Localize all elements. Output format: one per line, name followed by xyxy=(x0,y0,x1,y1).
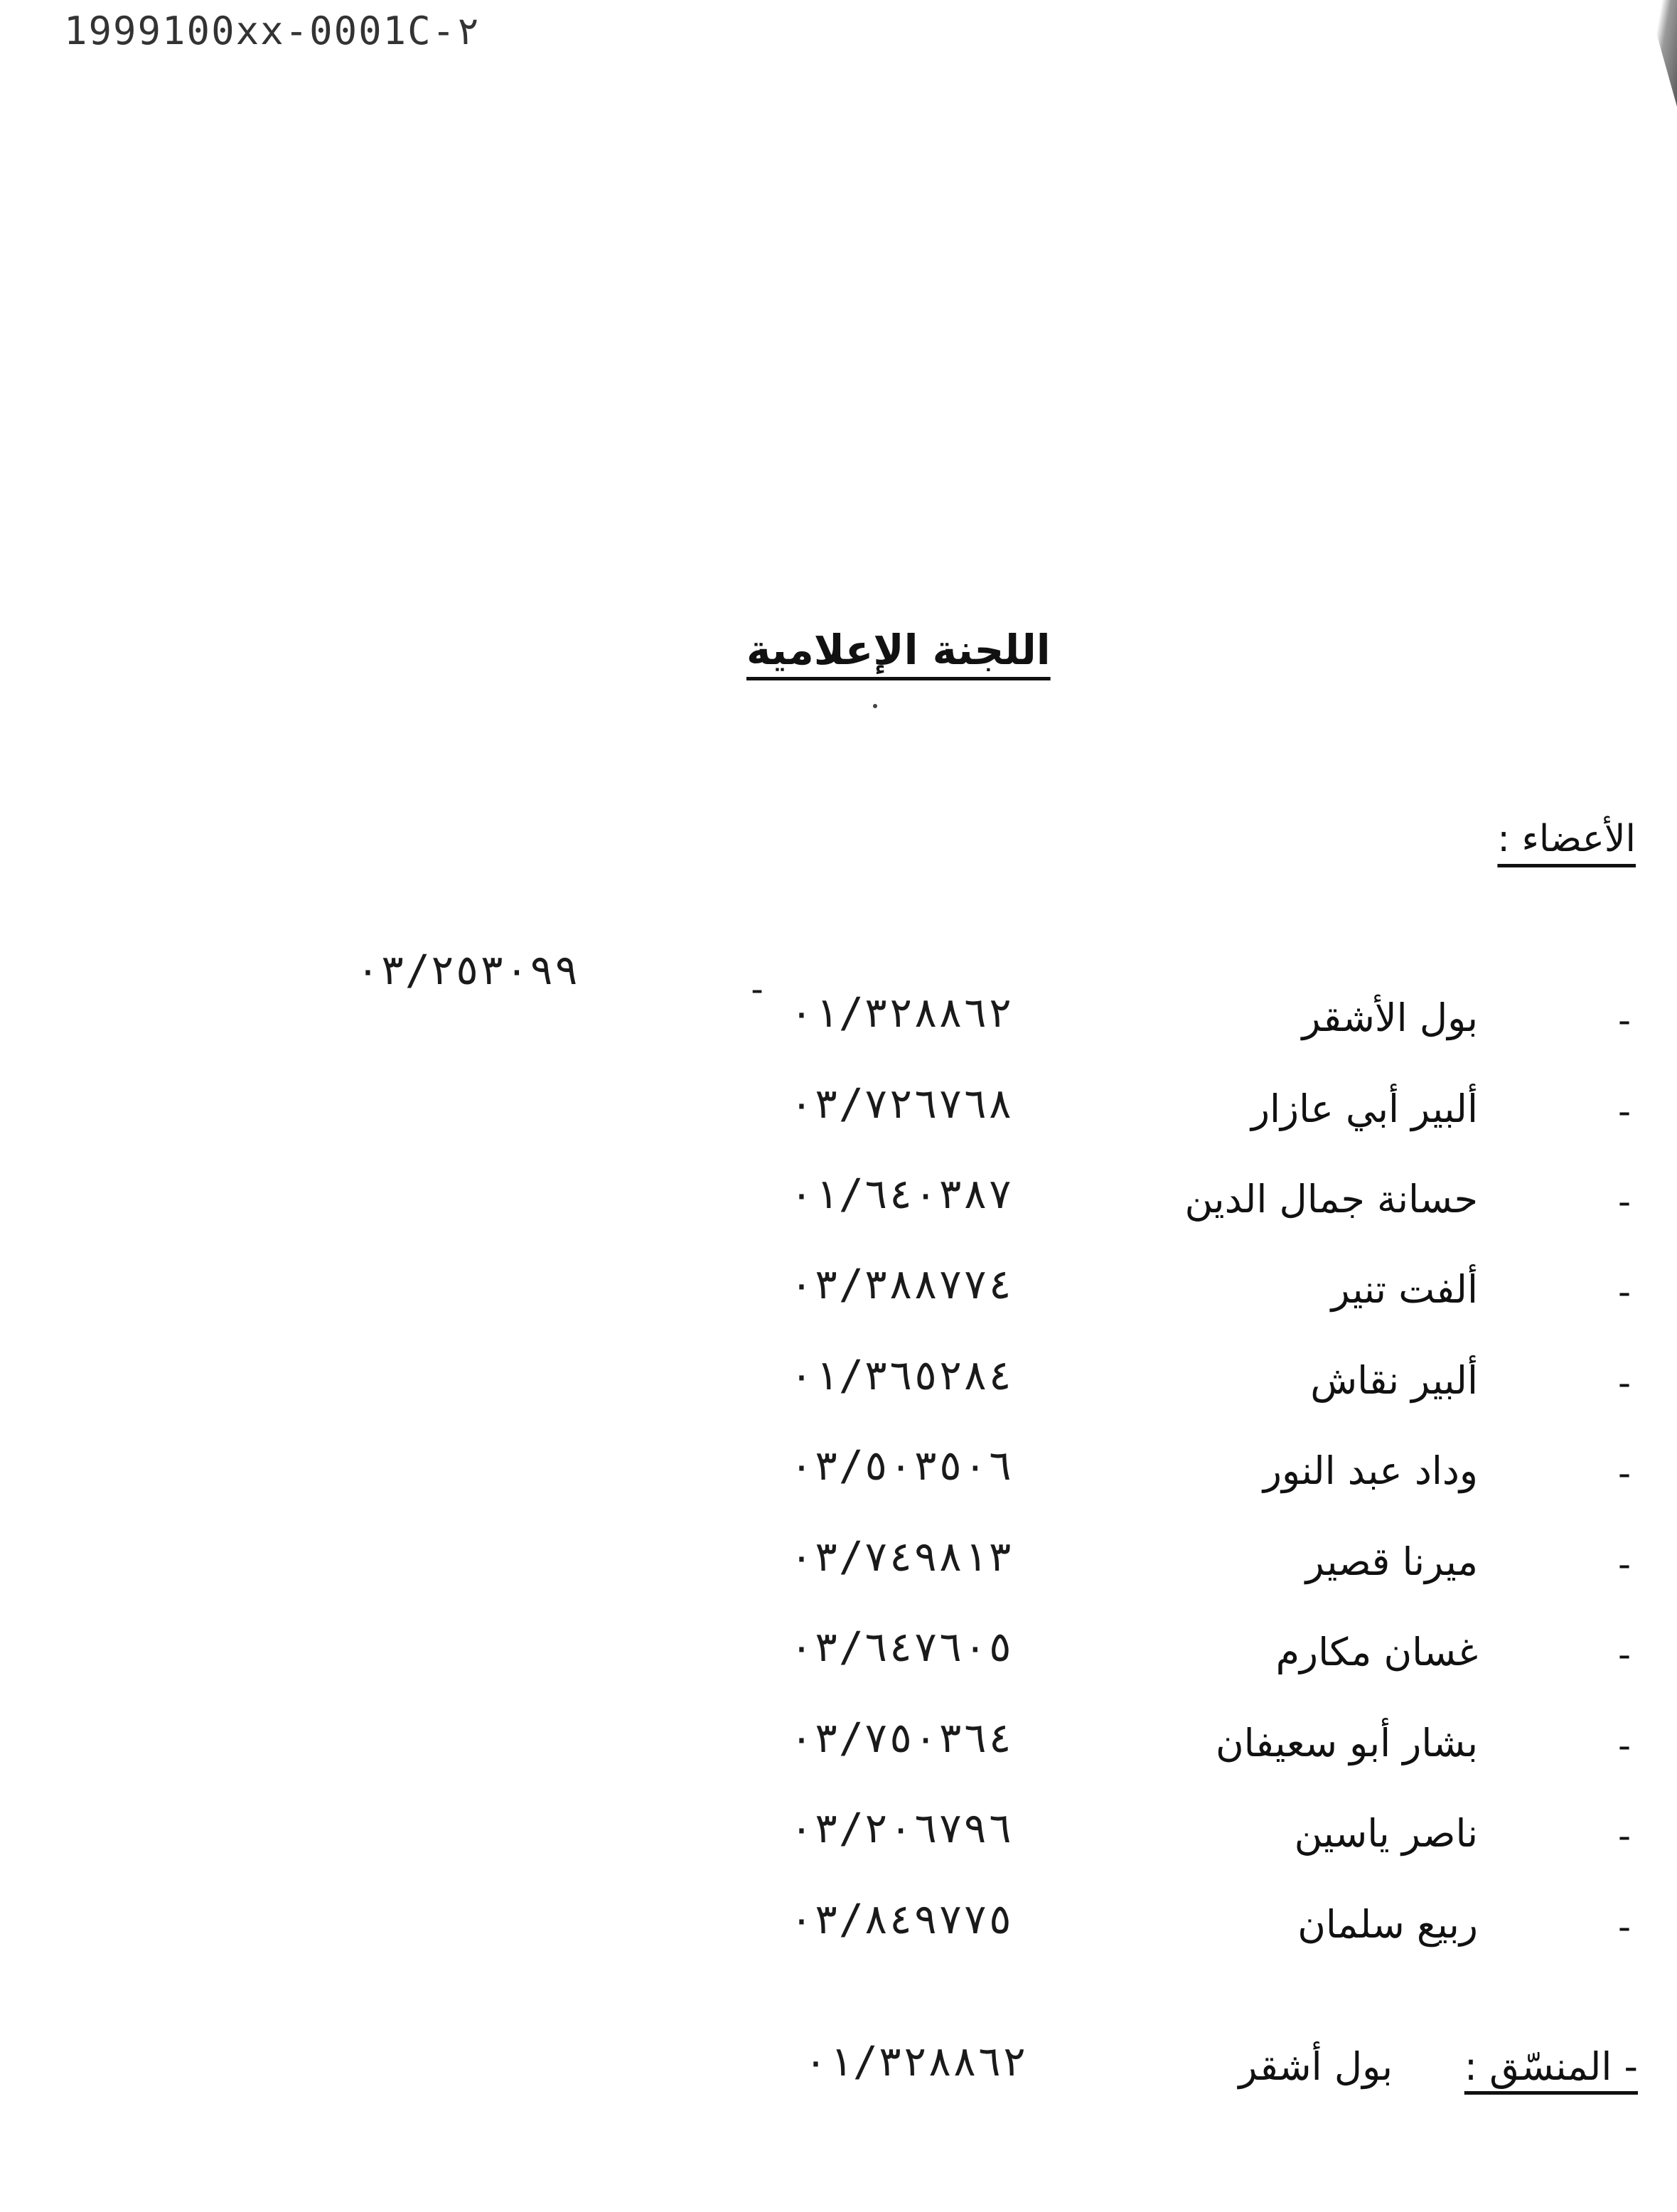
member-phone: ٠٣/٧٥٠٣٦٤ xyxy=(789,1714,1013,1762)
ink-speck xyxy=(873,704,877,708)
member-name: ربيع سلمان xyxy=(1297,1902,1478,1947)
list-dash: - xyxy=(1617,1906,1631,1947)
extra-dash: - xyxy=(746,968,768,1010)
member-phone: ٠٣/٣٨٨٧٧٤ xyxy=(789,1260,1013,1308)
member-name: وداد عبد النور xyxy=(1263,1448,1478,1493)
list-dash: - xyxy=(1617,1091,1631,1132)
member-phone: ٠٣/٢٠٦٧٩٦ xyxy=(789,1804,1013,1852)
member-phone: ٠٣/٦٤٧٦٠٥ xyxy=(789,1623,1013,1671)
coordinator-phone: ٠١/٣٢٨٨٦٢ xyxy=(803,2037,1027,2085)
member-row xyxy=(0,1079,1677,1150)
page-corner-shadow xyxy=(1634,0,1677,107)
list-dash: - xyxy=(1617,1181,1631,1222)
extra-phone-number: ٠٣/٢٥٣٠٩٩ xyxy=(355,946,579,994)
list-dash: - xyxy=(1617,1362,1631,1404)
member-name: ناصر ياسين xyxy=(1294,1811,1478,1856)
list-dash: - xyxy=(1617,1000,1631,1041)
list-dash: - xyxy=(1617,1634,1631,1675)
member-name: حسانة جمال الدين xyxy=(1184,1177,1478,1222)
member-row xyxy=(0,1351,1677,1422)
member-row xyxy=(0,1441,1677,1512)
member-phone: ٠١/٦٤٠٣٨٧ xyxy=(789,1170,1013,1218)
member-row xyxy=(0,1260,1677,1331)
list-dash: - xyxy=(1617,1271,1631,1313)
member-row xyxy=(0,1170,1677,1241)
member-row xyxy=(0,988,1677,1059)
member-row xyxy=(0,1623,1677,1694)
member-row xyxy=(0,1714,1677,1785)
member-phone: ٠٣/٨٤٩٧٧٥ xyxy=(789,1895,1013,1943)
member-name: ميرنا قصير xyxy=(1305,1539,1478,1584)
member-name: ألفت تنير xyxy=(1331,1267,1478,1312)
coordinator-row xyxy=(0,2037,1677,2115)
member-name: بول الأشقر xyxy=(1302,995,1478,1040)
list-dash: - xyxy=(1617,1725,1631,1766)
members-heading: الأعضاء : xyxy=(1497,818,1636,860)
member-name: بشار أبو سعيفان xyxy=(1215,1721,1478,1765)
member-name: غسان مكارم xyxy=(1275,1630,1478,1674)
list-dash: - xyxy=(1617,1815,1631,1856)
coordinator-name: بول أشقر xyxy=(1238,2044,1393,2089)
member-phone: ٠١/٣٦٥٢٨٤ xyxy=(789,1351,1013,1399)
member-name: ألبير نقاش xyxy=(1310,1358,1478,1403)
member-phone: ٠٣/٥٠٣٥٠٦ xyxy=(789,1441,1013,1490)
coordinator-label: - المنسّق : xyxy=(1464,2044,1638,2089)
member-phone: ٠٣/٧٢٦٧٦٨ xyxy=(789,1079,1013,1128)
member-phone: ٠٣/٧٤٩٨١٣ xyxy=(789,1532,1013,1581)
member-row xyxy=(0,1895,1677,1966)
page-title: اللجنة الإعلامية xyxy=(746,626,1051,674)
member-phone: ٠١/٣٢٨٨٦٢ xyxy=(789,988,1013,1037)
handwritten-document-id: 1999100xx-0001C-٢ xyxy=(64,9,480,53)
list-dash: - xyxy=(1617,1453,1631,1494)
list-dash: - xyxy=(1617,1544,1631,1585)
member-row xyxy=(0,1804,1677,1875)
member-name: ألبير أبي عازار xyxy=(1250,1086,1478,1131)
member-row xyxy=(0,1532,1677,1603)
